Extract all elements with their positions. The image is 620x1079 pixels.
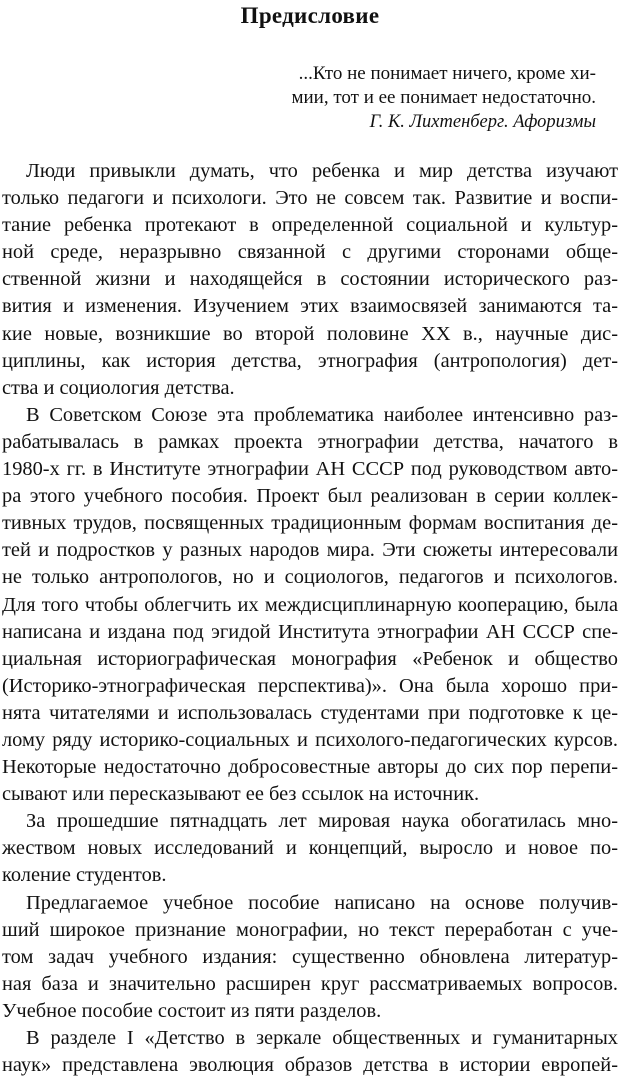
text-line: ной среде, неразрывно связанной с другими сторонами обще- xyxy=(2,241,618,264)
text-line: тивных трудов, посвященных традиционным формам воспитания де- xyxy=(2,512,618,535)
text-line: только педагоги и психологи. Это не совсем так. Развитие и воспи- xyxy=(2,187,618,210)
text-line: (Историко-этнографическая перспектива)». Она была хорошо при- xyxy=(2,674,618,697)
page-title: Предисловие xyxy=(240,3,380,28)
epigraph-line: мии, тот и ее понимает недостаточно. xyxy=(291,87,596,108)
text-line: жеством новых исследований и концепций, выросло и новое по- xyxy=(2,837,618,860)
text-line: ший широкое признание монографии, но текст переработан с уче- xyxy=(2,918,618,941)
text-line: не только антропологов, но и социологов, педагогов и психологов. xyxy=(2,566,618,589)
text-line: кие новые, возникшие во второй половине XX в., научные дис- xyxy=(2,322,618,345)
text-line: тание ребенка протекают в определенной социальной и культур- xyxy=(2,214,618,237)
text-line: ра этого учебного пособия. Проект был реализован в серии коллек- xyxy=(2,485,618,508)
text-line: написана и издана под эгидой Института этнографии АН СССР спе- xyxy=(2,620,618,643)
text-line: Для того чтобы облегчить их междисциплинарную кооперацию, была xyxy=(2,593,618,616)
text-line: Некоторые недостаточно добросовестные авторы до сих пор перепи- xyxy=(2,756,618,779)
text-line: рабатывалась в рамках проекта этнографии детства, начатого в xyxy=(2,430,618,453)
text-line: вития и изменения. Изучением этих взаимосвязей занимаются та- xyxy=(2,295,618,318)
text-line: ства и социология детства. xyxy=(2,376,235,399)
body-text xyxy=(0,158,620,1079)
text-line: том задач учебного издания: существенно обновлена литератур- xyxy=(2,945,618,968)
text-line: В Советском Союзе эта проблематика наиболее интенсивно раз- xyxy=(26,403,618,426)
text-line: циплины, как история детства, этнография (антропология) дет- xyxy=(2,349,618,372)
text-line: Учебное пособие состоит из пяти разделов. xyxy=(2,999,382,1022)
text-line: 1980-х гг. в Институте этнографии АН СССР под руководством авто- xyxy=(2,458,618,481)
epigraph-line: ...Кто не понимает ничего, кроме хи- xyxy=(298,63,596,84)
text-line: тей и подростков у разных народов мира. Эти сюжеты интересовали xyxy=(2,539,618,562)
epigraph-source: Г. К. Лихтенберг. Афоризмы xyxy=(369,112,596,132)
text-line: коление студентов. xyxy=(2,864,167,887)
text-line: В разделе I «Детство в зеркале общественных и гуманитарных xyxy=(26,1027,618,1049)
text-line: сывают или пересказывают ее без ссылок на источник. xyxy=(2,783,480,806)
text-line: Предлагаемое учебное пособие написано на основе получив- xyxy=(26,891,618,914)
text-line: циальная историографическая монография «Ребенок и общество xyxy=(2,647,618,670)
text-line: ственной жизни и находящейся в состоянии исторического раз- xyxy=(2,268,618,291)
text-line: наук» представлена эволюция образов детства в истории европей- xyxy=(2,1054,618,1077)
text-line: нята читателями и использовалась студентами при подготовке к це- xyxy=(2,701,618,724)
text-line: Люди привыкли думать, что ребенка и мир детства изучают xyxy=(26,160,618,182)
text-line: лому ряду историко-социальных и психолого-педагогических курсов. xyxy=(2,728,618,751)
epigraph xyxy=(291,62,596,110)
text-line: За прошедшие пятнадцать лет мировая наука обогатилась мно- xyxy=(26,810,618,833)
text-line: ная база и значительно расширен круг рассматриваемых вопросов. xyxy=(2,972,618,995)
